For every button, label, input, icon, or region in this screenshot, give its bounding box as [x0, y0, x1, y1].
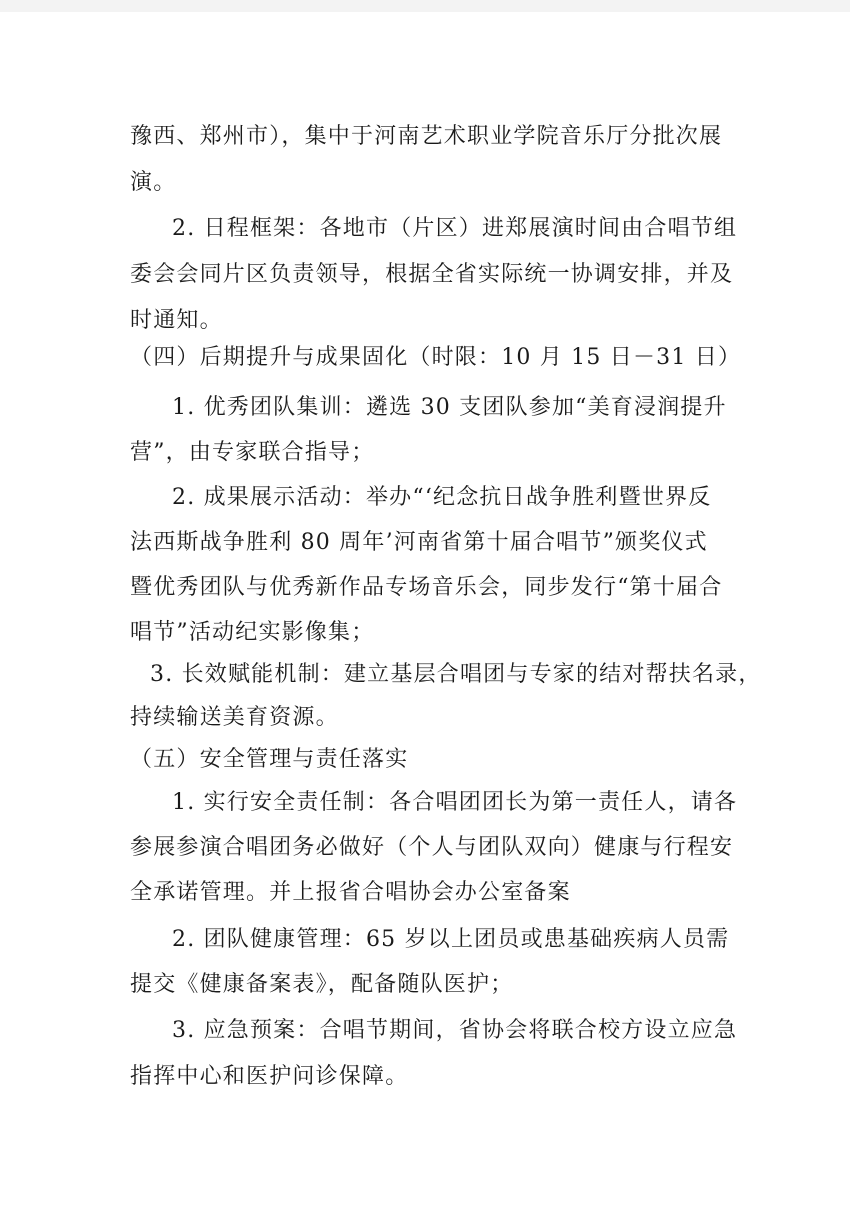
paragraph-line: 全承诺管理。并上报省合唱协会办公室备案	[130, 880, 571, 905]
paragraph-line: 委会会同片区负责领导，根据全省实际统一协调安排，并及	[130, 262, 734, 287]
paragraph-line: 1. 实行安全责任制：各合唱团团长为第一责任人，请各	[172, 790, 738, 815]
paragraph-line: 2. 日程框架：各地市（片区）进郑展演时间由合唱节组	[172, 216, 738, 241]
paragraph-line: 2. 团队健康管理：65 岁以上团员或患基础疾病人员需	[172, 927, 730, 952]
paragraph-line: 豫西、郑州市），集中于河南艺术职业学院音乐厅分批次展	[130, 124, 723, 149]
paragraph-line: 法西斯战争胜利 80 周年’河南省第十届合唱节”颁奖仪式	[130, 530, 708, 555]
paragraph-line: 持续输送美育资源。	[130, 705, 339, 730]
paragraph-line: 2. 成果展示活动：举办“‘纪念抗日战争胜利暨世界反	[172, 485, 712, 510]
paragraph-line: 指挥中心和医护问诊保障。	[130, 1064, 409, 1089]
paragraph-line: 营”，由专家联合指导；	[130, 440, 375, 465]
paragraph-line: 1. 优秀团队集训：遴选 30 支团队参加“美育浸润提升	[172, 395, 727, 420]
paragraph-line: 时通知。	[130, 308, 223, 333]
paragraph-line: 演。	[130, 170, 177, 195]
section-heading-4: （四）后期提升与成果固化（时限：10 月 15 日－31 日）	[130, 345, 742, 370]
paragraph-line: 唱节”活动纪实影像集；	[130, 620, 375, 645]
section-heading-5: （五）安全管理与责任落实	[130, 747, 409, 772]
paragraph-line: 暨优秀团队与优秀新作品专场音乐会，同步发行“第十届合	[130, 575, 723, 600]
paragraph-line: 3. 应急预案：合唱节期间，省协会将联合校方设立应急	[172, 1018, 738, 1043]
paragraph-line: 3. 长效赋能机制：建立基层合唱团与专家的结对帮扶名录，	[150, 662, 762, 687]
paragraph-line: 参展参演合唱团务必做好（个人与团队双向）健康与行程安	[130, 835, 734, 860]
paragraph-line: 提交《健康备案表》，配备随队医护；	[130, 972, 514, 997]
